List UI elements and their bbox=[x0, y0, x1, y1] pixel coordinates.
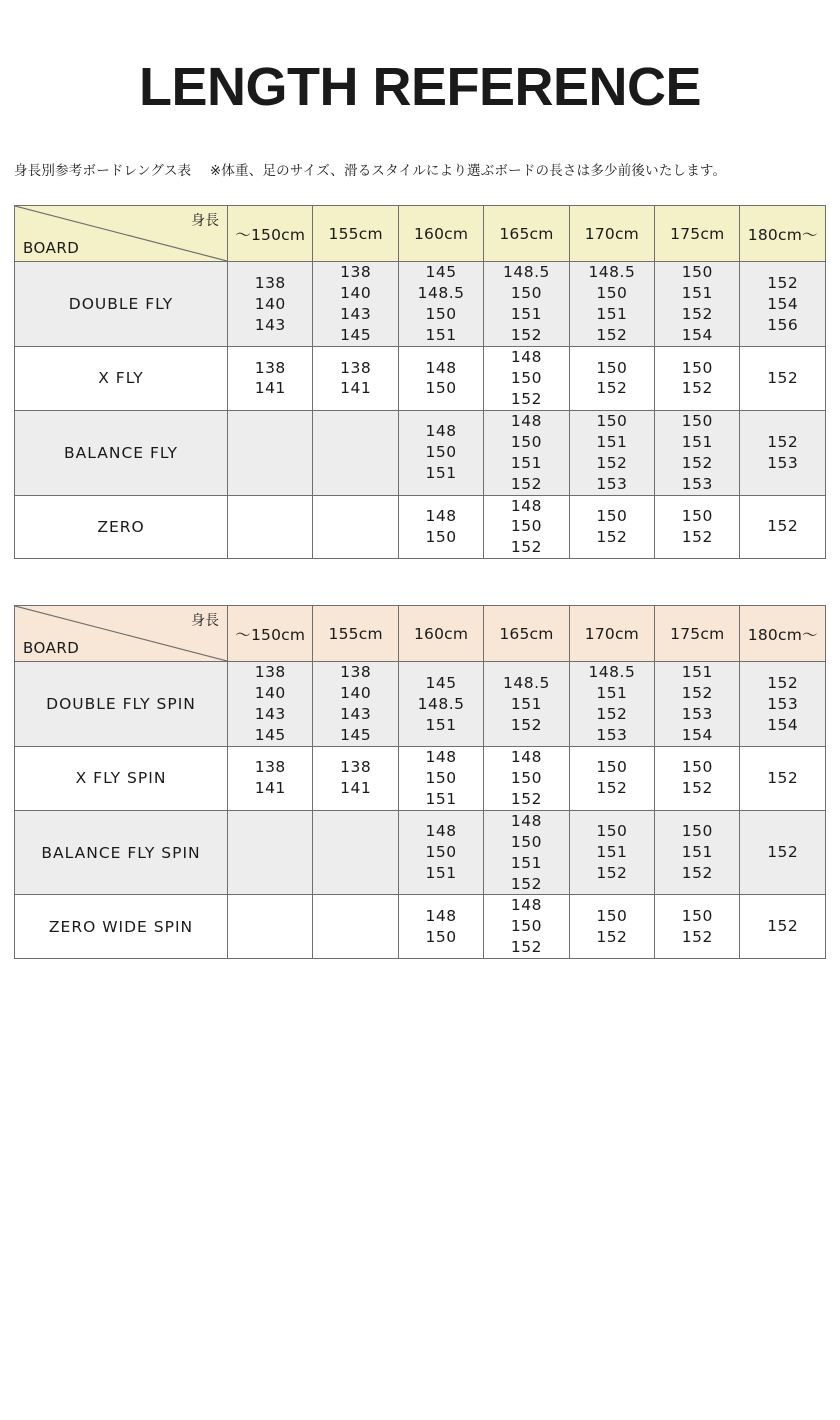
length-value: 152 bbox=[510, 789, 543, 808]
board-length-cell bbox=[398, 895, 483, 959]
length-value: 154 bbox=[767, 294, 799, 313]
length-table-2 bbox=[14, 605, 826, 959]
length-value: 143 bbox=[254, 315, 286, 334]
length-value: 148.5 bbox=[417, 284, 465, 303]
length-value: 152 bbox=[596, 326, 628, 345]
length-value: 152 bbox=[510, 874, 543, 893]
board-length-cell bbox=[569, 347, 654, 411]
board-length-cell bbox=[313, 262, 398, 347]
length-value: 150 bbox=[510, 432, 543, 451]
length-value: 150 bbox=[681, 822, 713, 841]
length-value: 148.5 bbox=[503, 673, 550, 692]
length-value: 153 bbox=[681, 705, 713, 724]
subtitle-main: 身長別参考ボードレングス表 bbox=[14, 163, 192, 180]
table-row bbox=[15, 410, 826, 495]
length-value: 151 bbox=[510, 305, 543, 324]
length-value: 151 bbox=[425, 864, 457, 883]
length-value: 148.5 bbox=[417, 694, 465, 713]
board-length-cell bbox=[228, 347, 313, 411]
board-length-cell bbox=[740, 262, 826, 347]
length-value: 138 bbox=[340, 663, 372, 682]
board-name-cell: BALANCE FLY SPIN bbox=[15, 810, 228, 895]
length-value: 138 bbox=[254, 663, 286, 682]
length-value: 150 bbox=[596, 506, 628, 525]
board-length-cell bbox=[313, 662, 398, 747]
length-value: 152 bbox=[767, 768, 799, 787]
length-value: 151 bbox=[681, 663, 713, 682]
table-corner-header bbox=[15, 206, 228, 262]
board-length-cell bbox=[313, 895, 398, 959]
length-value: 150 bbox=[425, 379, 457, 398]
length-table-2-block bbox=[14, 605, 826, 959]
length-value: 152 bbox=[510, 326, 543, 345]
column-header: 160cm bbox=[398, 606, 483, 662]
length-value: 140 bbox=[340, 684, 372, 703]
length-value: 148 bbox=[425, 506, 457, 525]
table-row bbox=[15, 895, 826, 959]
length-value: 152 bbox=[681, 927, 713, 946]
length-value: 150 bbox=[510, 284, 543, 303]
board-length-cell bbox=[569, 410, 654, 495]
board-length-cell bbox=[228, 746, 313, 810]
board-length-cell bbox=[398, 662, 483, 747]
board-length-cell bbox=[740, 662, 826, 747]
length-value: 145 bbox=[425, 263, 457, 282]
length-value: 153 bbox=[681, 474, 713, 493]
column-header: 175cm bbox=[655, 206, 740, 262]
length-value: 152 bbox=[596, 453, 628, 472]
board-length-cell bbox=[228, 810, 313, 895]
length-value: 138 bbox=[254, 758, 286, 777]
page-subtitle bbox=[14, 159, 826, 179]
length-value: 150 bbox=[596, 822, 628, 841]
board-length-cell bbox=[740, 495, 826, 559]
board-length-cell bbox=[655, 495, 740, 559]
board-name-cell: DOUBLE FLY bbox=[15, 262, 228, 347]
length-value: 145 bbox=[254, 726, 286, 745]
length-value: 152 bbox=[681, 684, 713, 703]
column-header: 180cm～ bbox=[740, 206, 826, 262]
board-length-cell bbox=[569, 746, 654, 810]
length-reference-page bbox=[0, 58, 840, 1420]
board-name-cell: ZERO WIDE SPIN bbox=[15, 895, 228, 959]
board-name-cell: BALANCE FLY bbox=[15, 410, 228, 495]
length-value: 153 bbox=[596, 726, 628, 745]
length-value: 145 bbox=[340, 726, 372, 745]
length-value: 152 bbox=[681, 379, 713, 398]
column-header: ～150cm bbox=[228, 206, 313, 262]
length-value: 141 bbox=[340, 379, 372, 398]
length-value: 152 bbox=[510, 538, 543, 557]
board-length-cell bbox=[228, 262, 313, 347]
board-name-cell: DOUBLE FLY SPIN bbox=[15, 662, 228, 747]
corner-row-label: BOARD bbox=[23, 639, 80, 658]
length-value: 150 bbox=[681, 506, 713, 525]
length-value: 140 bbox=[340, 284, 372, 303]
column-header: 155cm bbox=[313, 606, 398, 662]
length-value: 140 bbox=[254, 294, 286, 313]
length-value: 151 bbox=[425, 789, 457, 808]
length-value: 151 bbox=[510, 453, 543, 472]
length-value: 150 bbox=[425, 305, 457, 324]
page-title: LENGTH REFERENCE bbox=[138, 57, 702, 117]
length-value: 148.5 bbox=[588, 263, 636, 282]
length-value: 151 bbox=[425, 715, 457, 734]
length-value: 152 bbox=[681, 453, 713, 472]
length-value: 152 bbox=[596, 527, 628, 546]
length-value: 150 bbox=[510, 832, 543, 851]
length-value: 151 bbox=[425, 464, 457, 483]
length-value: 150 bbox=[510, 369, 543, 387]
length-value: 138 bbox=[340, 358, 372, 377]
length-value: 150 bbox=[425, 527, 457, 546]
length-value: 148 bbox=[425, 358, 457, 377]
board-length-cell bbox=[484, 662, 569, 747]
length-value: 151 bbox=[681, 843, 713, 862]
board-length-cell bbox=[313, 810, 398, 895]
board-length-cell bbox=[740, 895, 826, 959]
board-length-cell bbox=[228, 662, 313, 747]
length-value: 152 bbox=[510, 715, 543, 734]
column-header: ～150cm bbox=[228, 606, 313, 662]
board-length-cell bbox=[569, 810, 654, 895]
length-value: 150 bbox=[596, 906, 628, 925]
length-value: 152 bbox=[510, 389, 543, 408]
board-length-cell bbox=[569, 495, 654, 559]
length-value: 148 bbox=[425, 822, 457, 841]
table-row bbox=[15, 662, 826, 747]
board-length-cell bbox=[569, 895, 654, 959]
length-value: 148 bbox=[425, 747, 457, 766]
table-corner-header bbox=[15, 606, 228, 662]
board-length-cell bbox=[398, 810, 483, 895]
length-value: 150 bbox=[510, 768, 543, 787]
length-value: 150 bbox=[681, 411, 713, 430]
length-value: 141 bbox=[254, 379, 286, 398]
length-value: 152 bbox=[510, 938, 543, 957]
length-value: 151 bbox=[681, 432, 713, 451]
column-header: 165cm bbox=[484, 606, 569, 662]
table-row bbox=[15, 810, 826, 895]
board-length-cell bbox=[484, 895, 569, 959]
board-length-cell bbox=[740, 347, 826, 411]
length-value: 151 bbox=[596, 843, 628, 862]
length-value: 150 bbox=[596, 758, 628, 777]
board-length-cell bbox=[484, 746, 569, 810]
length-value: 143 bbox=[254, 705, 286, 724]
board-length-cell bbox=[655, 746, 740, 810]
length-value: 141 bbox=[254, 779, 286, 798]
board-length-cell bbox=[313, 746, 398, 810]
board-length-cell bbox=[655, 895, 740, 959]
length-value: 151 bbox=[510, 853, 543, 872]
length-value: 152 bbox=[596, 779, 628, 798]
board-length-cell bbox=[398, 746, 483, 810]
length-value: 140 bbox=[254, 684, 286, 703]
board-length-cell bbox=[655, 810, 740, 895]
length-value: 148.5 bbox=[588, 663, 636, 682]
board-length-cell bbox=[228, 895, 313, 959]
length-value: 152 bbox=[767, 273, 799, 292]
length-value: 152 bbox=[681, 527, 713, 546]
board-length-cell bbox=[228, 410, 313, 495]
length-value: 152 bbox=[510, 474, 543, 493]
length-value: 148 bbox=[425, 422, 457, 441]
column-header: 170cm bbox=[569, 606, 654, 662]
length-value: 150 bbox=[681, 358, 713, 377]
length-value: 141 bbox=[340, 779, 372, 798]
board-length-cell bbox=[655, 662, 740, 747]
length-value: 148 bbox=[510, 896, 543, 915]
table-row bbox=[15, 262, 826, 347]
table-row bbox=[15, 746, 826, 810]
length-value: 154 bbox=[767, 715, 799, 734]
board-length-cell bbox=[655, 347, 740, 411]
board-length-cell bbox=[569, 262, 654, 347]
length-value: 138 bbox=[254, 358, 286, 377]
length-value: 150 bbox=[596, 358, 628, 377]
board-length-cell bbox=[313, 347, 398, 411]
length-table-1 bbox=[14, 205, 826, 559]
length-value: 152 bbox=[596, 864, 628, 883]
length-value: 148 bbox=[510, 811, 543, 830]
subtitle-note: ※体重、足のサイズ、滑るスタイルにより選ぶボードの長さは多少前後いたします。 bbox=[209, 163, 727, 180]
length-value: 152 bbox=[767, 843, 799, 862]
length-value: 145 bbox=[425, 673, 457, 692]
length-value: 150 bbox=[510, 517, 543, 536]
board-length-cell bbox=[398, 495, 483, 559]
length-value: 138 bbox=[254, 273, 286, 292]
board-length-cell bbox=[313, 410, 398, 495]
length-table-1-block bbox=[14, 205, 826, 559]
board-name-cell: X FLY SPIN bbox=[15, 746, 228, 810]
length-value: 150 bbox=[425, 843, 457, 862]
length-value: 152 bbox=[767, 432, 799, 451]
length-value: 152 bbox=[767, 369, 799, 387]
corner-col-label: 身長 bbox=[191, 213, 220, 230]
board-length-cell bbox=[740, 410, 826, 495]
column-header: 160cm bbox=[398, 206, 483, 262]
board-length-cell bbox=[484, 347, 569, 411]
length-value: 148 bbox=[425, 906, 457, 925]
board-length-cell bbox=[313, 495, 398, 559]
length-value: 151 bbox=[596, 432, 628, 451]
board-length-cell bbox=[484, 410, 569, 495]
length-value: 152 bbox=[596, 927, 628, 946]
board-length-cell bbox=[569, 662, 654, 747]
length-value: 154 bbox=[681, 726, 713, 745]
board-length-cell bbox=[484, 495, 569, 559]
length-value: 150 bbox=[596, 284, 628, 303]
column-header: 165cm bbox=[484, 206, 569, 262]
board-length-cell bbox=[398, 410, 483, 495]
table-row bbox=[15, 495, 826, 559]
corner-row-label: BOARD bbox=[23, 239, 80, 258]
length-value: 152 bbox=[681, 864, 713, 883]
length-value: 143 bbox=[340, 705, 372, 724]
board-length-cell bbox=[398, 262, 483, 347]
length-value: 151 bbox=[510, 694, 543, 713]
board-length-cell bbox=[484, 810, 569, 895]
board-name-cell: X FLY bbox=[15, 347, 228, 411]
length-value: 148 bbox=[510, 747, 543, 766]
length-value: 152 bbox=[767, 917, 799, 936]
length-value: 151 bbox=[596, 684, 628, 703]
length-value: 151 bbox=[681, 284, 713, 303]
length-value: 151 bbox=[425, 326, 457, 345]
length-value: 150 bbox=[681, 906, 713, 925]
length-value: 154 bbox=[681, 326, 713, 345]
length-value: 153 bbox=[596, 474, 628, 493]
board-length-cell bbox=[740, 746, 826, 810]
length-value: 150 bbox=[425, 927, 457, 946]
column-header: 175cm bbox=[655, 606, 740, 662]
board-length-cell bbox=[740, 810, 826, 895]
length-value: 150 bbox=[596, 411, 628, 430]
length-value: 150 bbox=[681, 758, 713, 777]
length-value: 148 bbox=[510, 348, 543, 367]
length-value: 145 bbox=[340, 326, 372, 345]
length-value: 152 bbox=[767, 673, 799, 692]
length-value: 152 bbox=[596, 705, 628, 724]
board-length-cell bbox=[655, 262, 740, 347]
board-length-cell bbox=[484, 262, 569, 347]
length-value: 152 bbox=[681, 779, 713, 798]
column-header: 155cm bbox=[313, 206, 398, 262]
length-value: 150 bbox=[510, 917, 543, 936]
length-value: 152 bbox=[681, 305, 713, 324]
length-value: 152 bbox=[767, 517, 799, 536]
column-header: 180cm～ bbox=[740, 606, 826, 662]
length-value: 150 bbox=[681, 263, 713, 282]
board-name-cell: ZERO bbox=[15, 495, 228, 559]
table-row bbox=[15, 347, 826, 411]
length-value: 138 bbox=[340, 758, 372, 777]
board-length-cell bbox=[228, 495, 313, 559]
column-header: 170cm bbox=[569, 206, 654, 262]
length-value: 150 bbox=[425, 443, 457, 462]
length-value: 153 bbox=[767, 694, 799, 713]
length-value: 152 bbox=[596, 379, 628, 398]
board-length-cell bbox=[398, 347, 483, 411]
length-value: 148.5 bbox=[503, 263, 550, 282]
length-value: 148 bbox=[510, 496, 543, 515]
length-value: 153 bbox=[767, 453, 799, 472]
length-value: 151 bbox=[596, 305, 628, 324]
length-value: 138 bbox=[340, 263, 372, 282]
length-value: 150 bbox=[425, 768, 457, 787]
corner-col-label: 身長 bbox=[191, 613, 220, 630]
length-value: 148 bbox=[510, 411, 543, 430]
length-value: 143 bbox=[340, 305, 372, 324]
board-length-cell bbox=[655, 410, 740, 495]
length-value: 156 bbox=[767, 315, 799, 334]
